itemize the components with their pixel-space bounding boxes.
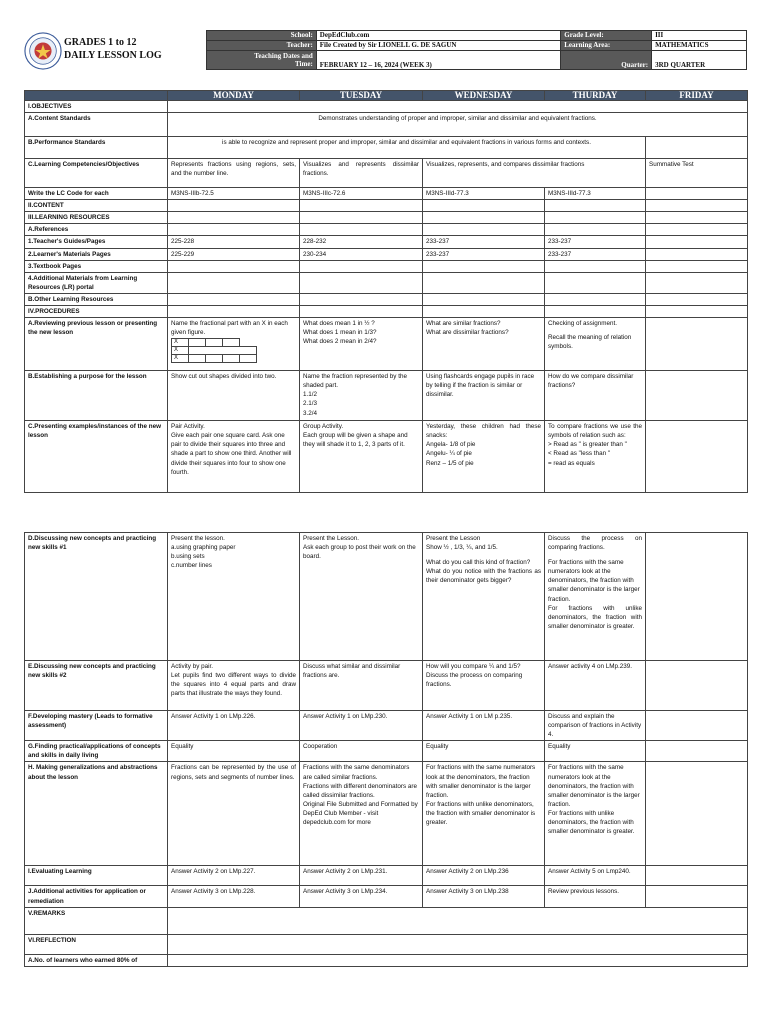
evaluating-thursday: Answer Activity 5 on Lmp240. xyxy=(545,866,646,886)
deped-seal-icon xyxy=(24,32,62,70)
c-tue-line: Each group will be given a shape and they will shade it to 1, 2, 3 parts of it. xyxy=(303,432,408,449)
lm-friday xyxy=(646,248,748,260)
day-monday: MONDAY xyxy=(168,91,300,101)
d-wed-line: Show ½ , 1/3, ¼, and 1/5. xyxy=(426,544,498,552)
lc-code-thursday: M3NS-IIId-77.3 xyxy=(545,188,646,200)
procedure-a-tuesday xyxy=(300,318,423,371)
procedure-a-wednesday xyxy=(423,318,545,371)
lesson-table-part-2 xyxy=(24,532,748,967)
additional-wednesday: Answer Activity 3 on LMp.238 xyxy=(423,886,545,907)
procedure-g-monday: Equality xyxy=(168,741,300,762)
competency-wed-thu: Visualizes, represents, and compares dissimilar fractions xyxy=(423,159,646,188)
blank-header xyxy=(25,91,168,101)
procedure-b-label: B.Establishing a purpose for the lesson xyxy=(25,371,168,421)
a-thu-line: Checking of assignment. xyxy=(548,320,617,328)
performance-standards-text: is able to recognize and represent proper and improper, similar and dissimilar and equivalent fractions in various forms and contexts. xyxy=(168,137,646,159)
day-wednesday: WEDNESDAY xyxy=(423,91,545,101)
competency-friday: Summative Test xyxy=(646,159,748,188)
competency-tuesday: Visualizes and represents dissimilar fractions. xyxy=(300,159,423,188)
procedure-h-tuesday xyxy=(300,762,423,866)
day-friday: FRIDAY xyxy=(646,91,748,101)
tg-thursday: 233-237 xyxy=(545,236,646,248)
procedure-e-label: E.Discussing new concepts and practicing new skills #2 xyxy=(25,661,168,711)
d-wed-line: Present the Lesson xyxy=(426,535,481,542)
procedure-e-thursday: Answer activity 4 on LMp.239. xyxy=(545,661,646,711)
procedure-g-thursday: Equality xyxy=(545,741,646,762)
procedure-d-tuesday xyxy=(300,533,423,661)
textbook-label: 3.Textbook Pages xyxy=(25,260,168,272)
c-tue-line: Group Activity. xyxy=(303,423,344,431)
references-label: A.References xyxy=(25,224,168,236)
c-thu-line: = read as equals xyxy=(548,459,595,467)
e-wed-line: Discuss the process on comparing fractions. xyxy=(426,672,523,689)
document-title xyxy=(64,36,162,62)
c-thu-line: > Read as " is greater than " xyxy=(548,441,627,449)
reflection-label: VI.REFLECTION xyxy=(25,934,168,954)
additional-tuesday: Answer Activity 3 on LMp.234. xyxy=(300,886,423,907)
procedure-d-label: D.Discussing new concepts and practicing new skills #1 xyxy=(25,533,168,661)
procedure-c-tuesday xyxy=(300,421,423,493)
lc-code-label: Write the LC Code for each xyxy=(25,188,168,200)
teacher-label: Teacher: xyxy=(207,41,317,51)
quarter-value: 3RD QUARTER xyxy=(652,51,747,70)
h-wed-line: For fractions with unlike denominators, the fraction with smaller denominator is greater. xyxy=(426,800,536,827)
school-label: School: xyxy=(207,31,317,41)
lesson-table-part-1 xyxy=(24,90,748,493)
procedure-c-thursday xyxy=(545,421,646,493)
e-mon-line: Let pupils find two different ways to divide the squares into 4 equal parts and draw parts that illustrate the ways they found. xyxy=(171,672,296,698)
e-wed-line: How will you compare ¼ and 1/5? xyxy=(426,663,521,670)
procedure-b-monday: Show cut out shapes divided into two. xyxy=(168,371,300,421)
h-tue-line: Fractions with different denominators are called dissimilar fractions. xyxy=(303,782,417,799)
procedure-g-label: G.Finding practical/applications of concepts and skills in daily living xyxy=(25,741,168,762)
lm-thursday: 233-237 xyxy=(545,248,646,260)
d-thu-line: Discuss the process on comparing fractions. xyxy=(548,535,642,552)
procedure-d-thursday xyxy=(545,533,646,661)
additional-materials-label: 4.Additional Materials from Learning Resources (LR) portal xyxy=(25,272,168,293)
a-wed-line: What are dissimilar fractions? xyxy=(426,329,509,337)
tg-friday xyxy=(646,236,748,248)
b-tue-line: 1.1/2 xyxy=(303,391,318,399)
learning-resources-heading: III.LEARNING RESOURCES xyxy=(25,212,168,224)
d-tue-line: Ask each group to post their work on the board. xyxy=(303,544,416,561)
a-tue-line: What does 1 mean in 1/3? xyxy=(303,329,377,337)
h-thu-line: For fractions with the same numerators look at the denominators, the fraction with smaller denominator is the larger fraction. xyxy=(548,764,640,808)
reflection-value xyxy=(168,934,748,954)
x-mark: X xyxy=(172,355,189,363)
competency-monday: Represents fractions using regions, sets, and the number line. xyxy=(168,159,300,188)
d-tue-line: Present the Lesson. xyxy=(303,535,360,542)
dates-value: FEBRUARY 12 – 16, 2024 (WEEK 3) xyxy=(316,51,560,70)
procedures-heading: IV.PROCEDURES xyxy=(25,306,168,318)
c-wed-line: Angela- 1/8 of pie xyxy=(426,441,476,449)
procedure-b-thursday: How do we compare dissimilar fractions? xyxy=(545,371,646,421)
content-standards-label: A.Content Standards xyxy=(25,113,168,137)
objectives-heading: I.OBJECTIVES xyxy=(25,101,168,113)
a-tue-line: What does 2 mean in 2/4? xyxy=(303,338,377,346)
procedure-h-monday: Fractions can be represented by the use of regions, sets and segments of number lines. xyxy=(168,762,300,866)
procedure-a-monday-text: Name the fractional part with an X in each given figure. xyxy=(171,320,288,337)
procedure-a-label: A.Reviewing previous lesson or presenting the new lesson xyxy=(25,318,168,371)
procedure-a-monday xyxy=(168,318,300,371)
competencies-label: C.Learning Competencies/Objectives xyxy=(25,159,168,188)
d-mon-line: b.using sets xyxy=(171,553,205,561)
dates-label-line-2: Time: xyxy=(295,60,313,68)
d-thu-line: For fractions with the same numerators look at the denominators, the fraction with smaller denominator is the larger fraction. xyxy=(548,559,640,603)
procedure-d-monday xyxy=(168,533,300,661)
tg-wednesday: 233-237 xyxy=(423,236,545,248)
procedure-h-thursday xyxy=(545,762,646,866)
procedure-c-label: C.Presenting examples/instances of the new lesson xyxy=(25,421,168,493)
remarks-label: V.REMARKS xyxy=(25,907,168,934)
evaluating-monday: Answer Activity 2 on LMp.227. xyxy=(168,866,300,886)
lm-monday: 225-229 xyxy=(168,248,300,260)
procedure-e-tuesday: Discuss what similar and dissimilar fractions are. xyxy=(300,661,423,711)
title-line-2: DAILY LESSON LOG xyxy=(64,50,162,61)
c-mon-line: Pair Activity. xyxy=(171,423,205,431)
c-thu-line: < Read as "less than " xyxy=(548,450,611,458)
tg-tuesday: 228-232 xyxy=(300,236,423,248)
school-value: DepEdClub.com xyxy=(316,31,560,41)
h-tue-line: Original File Submitted and Formatted by DepEd Club Member - visit depedclub.com for more xyxy=(303,800,418,827)
title-line-1: GRADES 1 to 12 xyxy=(64,37,137,48)
area-label: Learning Area: xyxy=(561,41,652,51)
procedure-h-wednesday xyxy=(423,762,545,866)
procedure-f-tuesday: Answer Activity 1 on LMp.230. xyxy=(300,711,423,741)
procedure-f-monday: Answer Activity 1 on LMp.226. xyxy=(168,711,300,741)
procedure-f-wednesday: Answer Activity 1 on LM p.235. xyxy=(423,711,545,741)
header-info-table xyxy=(206,30,747,70)
grade-value: III xyxy=(652,31,747,41)
lc-code-wednesday: M3NS-IIId-77.3 xyxy=(423,188,545,200)
content-standards-text: Demonstrates understanding of proper and improper, similar and dissimilar and equivalent fractions. xyxy=(168,113,748,137)
procedure-c-monday xyxy=(168,421,300,493)
additional-monday: Answer Activity 3 on LMp.228. xyxy=(168,886,300,907)
d-wed-line: What do you call this kind of fraction? xyxy=(426,559,531,567)
c-thu-line: To compare fractions we use the symbols of relation such as: xyxy=(548,423,642,440)
dates-label xyxy=(207,51,317,70)
d-mon-line: Present the lesson. xyxy=(171,535,225,542)
procedure-e-monday xyxy=(168,661,300,711)
quarter-label: Quarter: xyxy=(561,51,652,70)
evaluating-wednesday: Answer Activity 2 on LMp.236 xyxy=(423,866,545,886)
procedure-h-label: H. Making generalizations and abstractions about the lesson xyxy=(25,762,168,866)
a-tue-line: What does mean 1 in ½ ? xyxy=(303,320,375,328)
procedure-b-tuesday xyxy=(300,371,423,421)
d-thu-line: For fractions with unlike denominators, the fraction with smaller denominator is greater. xyxy=(548,604,642,630)
teacher-value: File Created by Sir LIONELL G. DE SAGUN xyxy=(316,41,560,51)
learners-80-label: A.No. of learners who earned 80% of xyxy=(25,954,168,966)
a-thu-line: Recall the meaning of relation symbols. xyxy=(548,334,632,351)
lc-code-monday: M3NS-IIIb-72.5 xyxy=(168,188,300,200)
evaluating-learning-label: I.Evaluating Learning xyxy=(25,866,168,886)
day-thursday: THURDAY xyxy=(545,91,646,101)
dates-label-line-1: Teaching Dates and xyxy=(254,51,313,60)
grade-label: Grade Level: xyxy=(561,31,652,41)
lc-code-friday xyxy=(646,188,748,200)
evaluating-friday xyxy=(646,866,748,886)
c-mon-line: Give each pair one square card. Ask one pair to divide their squares into three and shade a part to show one third. Another will divide their squares into four to show one fourth. xyxy=(171,432,292,476)
area-value: MATHEMATICS xyxy=(652,41,747,51)
teachers-guide-label: 1.Teacher's Guides/Pages xyxy=(25,236,168,248)
procedure-g-friday xyxy=(646,741,748,762)
additional-thursday: Review previous lessons. xyxy=(545,886,646,907)
h-thu-line: For fractions with unlike denominators, the fraction with smaller denominator is greater. xyxy=(548,809,635,836)
lm-wednesday: 233-237 xyxy=(423,248,545,260)
lc-code-tuesday: M3NS-IIIc-72.6 xyxy=(300,188,423,200)
c-wed-line: Yesterday, these children had these snacks: xyxy=(426,423,541,440)
procedure-d-wednesday xyxy=(423,533,545,661)
remarks-value xyxy=(168,907,748,934)
day-header-row xyxy=(25,91,748,101)
additional-friday xyxy=(646,886,748,907)
x-mark: X xyxy=(172,339,189,347)
d-wed-line: What do you notice with the fractions as their denominator gets bigger? xyxy=(426,568,541,585)
procedure-b-wednesday: Using flashcards engage pupils in race by telling if the fraction is similar or dissimilar. xyxy=(423,371,545,421)
b-tue-line: 2.1/3 xyxy=(303,400,318,408)
content-heading: II.CONTENT xyxy=(25,200,168,212)
other-resources-label: B.Other Learning Resources xyxy=(25,293,168,305)
document-header xyxy=(20,30,747,74)
procedure-g-wednesday: Equality xyxy=(423,741,545,762)
d-mon-line: c.number lines xyxy=(171,562,212,570)
c-wed-line: Angelu- ¼ of pie xyxy=(426,450,472,458)
b-tue-line: Name the fraction represented by the shaded part. xyxy=(303,373,407,390)
procedure-f-thursday: Discuss and explain the comparison of fractions in Activity 4. xyxy=(545,711,646,741)
a-wed-line: What are similar fractions? xyxy=(426,320,501,328)
learners-80-value xyxy=(168,954,748,966)
procedure-a-thursday xyxy=(545,318,646,371)
additional-activities-label: J.Additional activities for application or remediation xyxy=(25,886,168,907)
learners-materials-label: 2.Learner's Materials Pages xyxy=(25,248,168,260)
procedure-c-wednesday xyxy=(423,421,545,493)
b-tue-line: 3.2/4 xyxy=(303,409,318,417)
procedure-g-tuesday: Cooperation xyxy=(300,741,423,762)
fraction-figure xyxy=(171,338,257,363)
e-mon-line: Activity by pair. xyxy=(171,663,213,670)
procedure-f-label: F.Developing mastery (Leads to formative assessment) xyxy=(25,711,168,741)
lm-tuesday: 230-234 xyxy=(300,248,423,260)
d-mon-line: a.using graphing paper xyxy=(171,544,236,552)
h-tue-line: Fractions with the same denominators are called similar fractions. xyxy=(303,764,410,781)
procedure-e-wednesday xyxy=(423,661,545,711)
performance-standards-label: B.Performance Standards xyxy=(25,137,168,159)
c-wed-line: Renz – 1/5 of pie xyxy=(426,459,474,467)
tg-monday: 225-228 xyxy=(168,236,300,248)
x-mark: X xyxy=(172,347,189,355)
evaluating-tuesday: Answer Activity 2 on LMp.231. xyxy=(300,866,423,886)
h-wed-line: For fractions with the same numerators look at the denominators, the fraction with smaller denominator is the larger fraction. xyxy=(426,764,536,799)
day-tuesday: TUESDAY xyxy=(300,91,423,101)
